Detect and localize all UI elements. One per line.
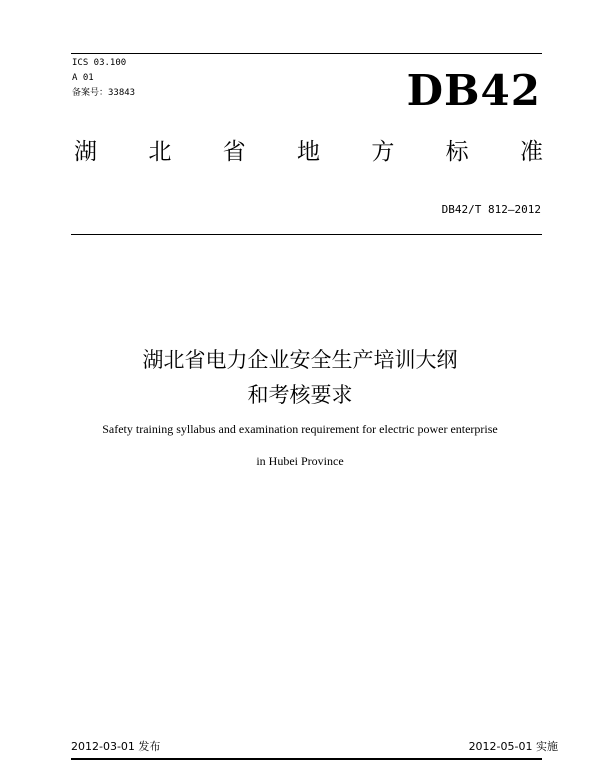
standard-type-char: 地	[296, 139, 320, 165]
effective-date: 2012-05-01 实施	[468, 740, 558, 753]
standard-type-char: 方	[371, 139, 395, 165]
top-rule	[71, 53, 542, 54]
document-title-cn-line2: 和考核要求	[247, 383, 353, 407]
standard-type-char: 省	[222, 139, 246, 165]
document-title-en-line1: Safety training syllabus and examination requirement for electric power enterprise	[102, 422, 498, 436]
standard-type-title	[74, 137, 543, 167]
standard-type-char: 标	[445, 139, 469, 165]
standard-type-char: 北	[148, 139, 172, 165]
standard-type-char: 湖	[74, 139, 97, 165]
standard-number: DB42/T 812—2012	[441, 203, 541, 216]
ics-code: ICS 03.100	[72, 58, 127, 68]
standard-type-char: 准	[519, 139, 543, 165]
standard-code-logo: DB42	[406, 66, 541, 115]
record-number: 备案号：33843	[72, 88, 136, 98]
bottom-rule	[71, 758, 542, 760]
middle-rule	[71, 234, 542, 235]
issue-date: 2012-03-01 发布	[71, 740, 161, 753]
document-title-en-line2: in Hubei Province	[256, 454, 344, 468]
classification-code: A 01	[72, 73, 94, 83]
document-title-cn-line1: 湖北省电力企业安全生产培训大纲	[142, 348, 458, 372]
